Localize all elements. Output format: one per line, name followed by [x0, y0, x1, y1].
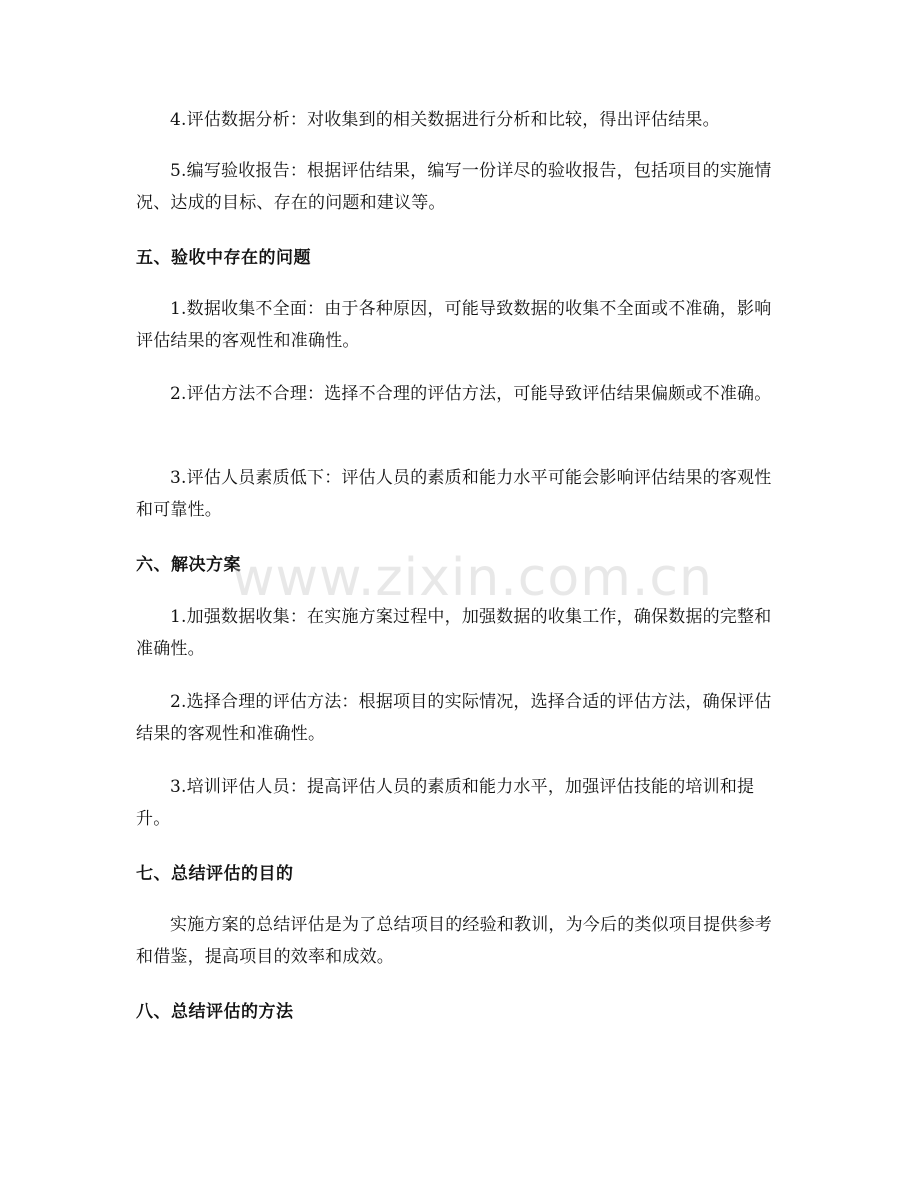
- watermark: www.zixin.com.cn: [232, 548, 713, 608]
- paragraph-item-4: 4.评估数据分析：对收集到的相关数据进行分析和比较，得出评估结果。: [170, 110, 720, 130]
- paragraph-solution-3: 3.培训评估人员：提高评估人员的素质和能力水平，加强评估技能的培训和提升。: [136, 777, 755, 829]
- paragraph-issue-3: 3.评估人员素质低下：评估人员的素质和能力水平可能会影响评估结果的客观性和可靠性。: [136, 468, 772, 520]
- section-heading-8: 八、总结评估的方法: [136, 1002, 294, 1022]
- paragraph-solution-1: 1.加强数据收集：在实施方案过程中，加强数据的收集工作，确保数据的完整和准确性。: [136, 607, 772, 659]
- section-heading-5: 五、验收中存在的问题: [136, 248, 311, 268]
- paragraph-solution-2: 2.选择合理的评估方法：根据项目的实际情况，选择合适的评估方法，确保评估结果的客观性和准确性。: [136, 692, 772, 744]
- paragraph-purpose: 实施方案的总结评估是为了总结项目的经验和教训，为今后的类似项目提供参考和借鉴，提高项目的效率和成效。: [136, 915, 772, 967]
- paragraph-issue-1: 1.数据收集不全面：由于各种原因，可能导致数据的收集不全面或不准确，影响评估结果的客观性和准确性。: [136, 299, 772, 351]
- paragraph-issue-2: 2.评估方法不合理：选择不合理的评估方法，可能导致评估结果偏颇或不准确。: [170, 384, 772, 404]
- section-heading-6: 六、解决方案: [136, 555, 241, 575]
- section-heading-7: 七、总结评估的目的: [136, 864, 294, 884]
- paragraph-item-5: 5.编写验收报告：根据评估结果，编写一份详尽的验收报告，包括项目的实施情况、达成的目标、存在的问题和建议等。: [136, 161, 772, 213]
